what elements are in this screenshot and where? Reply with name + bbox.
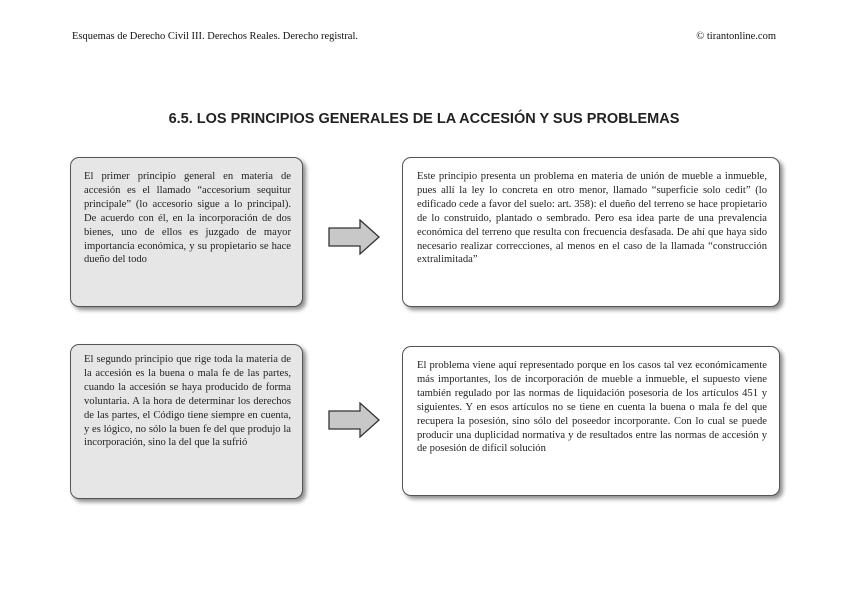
principle-box-2: El segundo principio que rige toda la materia de la accesión es la buena o mala fe de las partes, cuando la accesión se haya producido de forma voluntaria. A la hora de determinar los derechos de las partes, el Código tiene siempre en cuenta, y es lógico, no sólo la buen fe del que produjo la incorporación, sino la del que la sufrió bbox=[70, 344, 303, 499]
right-arrow-icon bbox=[328, 402, 380, 438]
header-left: Esquemas de Derecho Civil III. Derechos Reales. Derecho registral. bbox=[72, 31, 359, 42]
problem-box-2: El problema viene aquí representado porque en los casos tal vez económicamente más importantes, los de incorporación de mueble a inmueble, el supuesto viene también regulado por las normas de liquidación posesoria de los artículos 451 y siguientes. Y en esos artículos no se tiene en cuenta la buena o mala fe del que recupera la posesión, sino sólo del poseedor incorporante. Con lo cual se puede producir una duplicidad normativa y de resultados entre las normas de accesión y de posesión de difícil solución bbox=[402, 346, 780, 496]
problem-box-1: Este principio presenta un problema en materia de unión de mueble a inmueble, pues allí la ley lo concreta en otro menor, llamado “superficie solo cedit” (lo edificado cede a favor del suelo: art. 358): el dueño del terreno se hace propietario de lo construido, plantado o sembrado. Pero esa idea parte de una prevalencia económica del terreno que resulta con frecuencia desfasada. De ahí que haya sido necesario realizar correcciones, al menos en el caso de la llamada “construcción extralimitada” bbox=[402, 157, 780, 307]
right-arrow-icon bbox=[328, 219, 380, 255]
principle-box-1: El primer principio general en materia de accesión es el llamado “accesorium sequitur principale” (lo accesorio sigue a lo principal). De acuerdo con él, en la incorporación de dos bienes, uno de ellos es juzgado de mayor importancia económica, y su propietario se hace dueño del todo bbox=[70, 157, 303, 307]
page-title: 6.5. LOS PRINCIPIOS GENERALES DE LA ACCESIÓN Y SUS PROBLEMAS bbox=[168, 111, 680, 127]
header-right: © tirantonline.com bbox=[696, 31, 776, 42]
